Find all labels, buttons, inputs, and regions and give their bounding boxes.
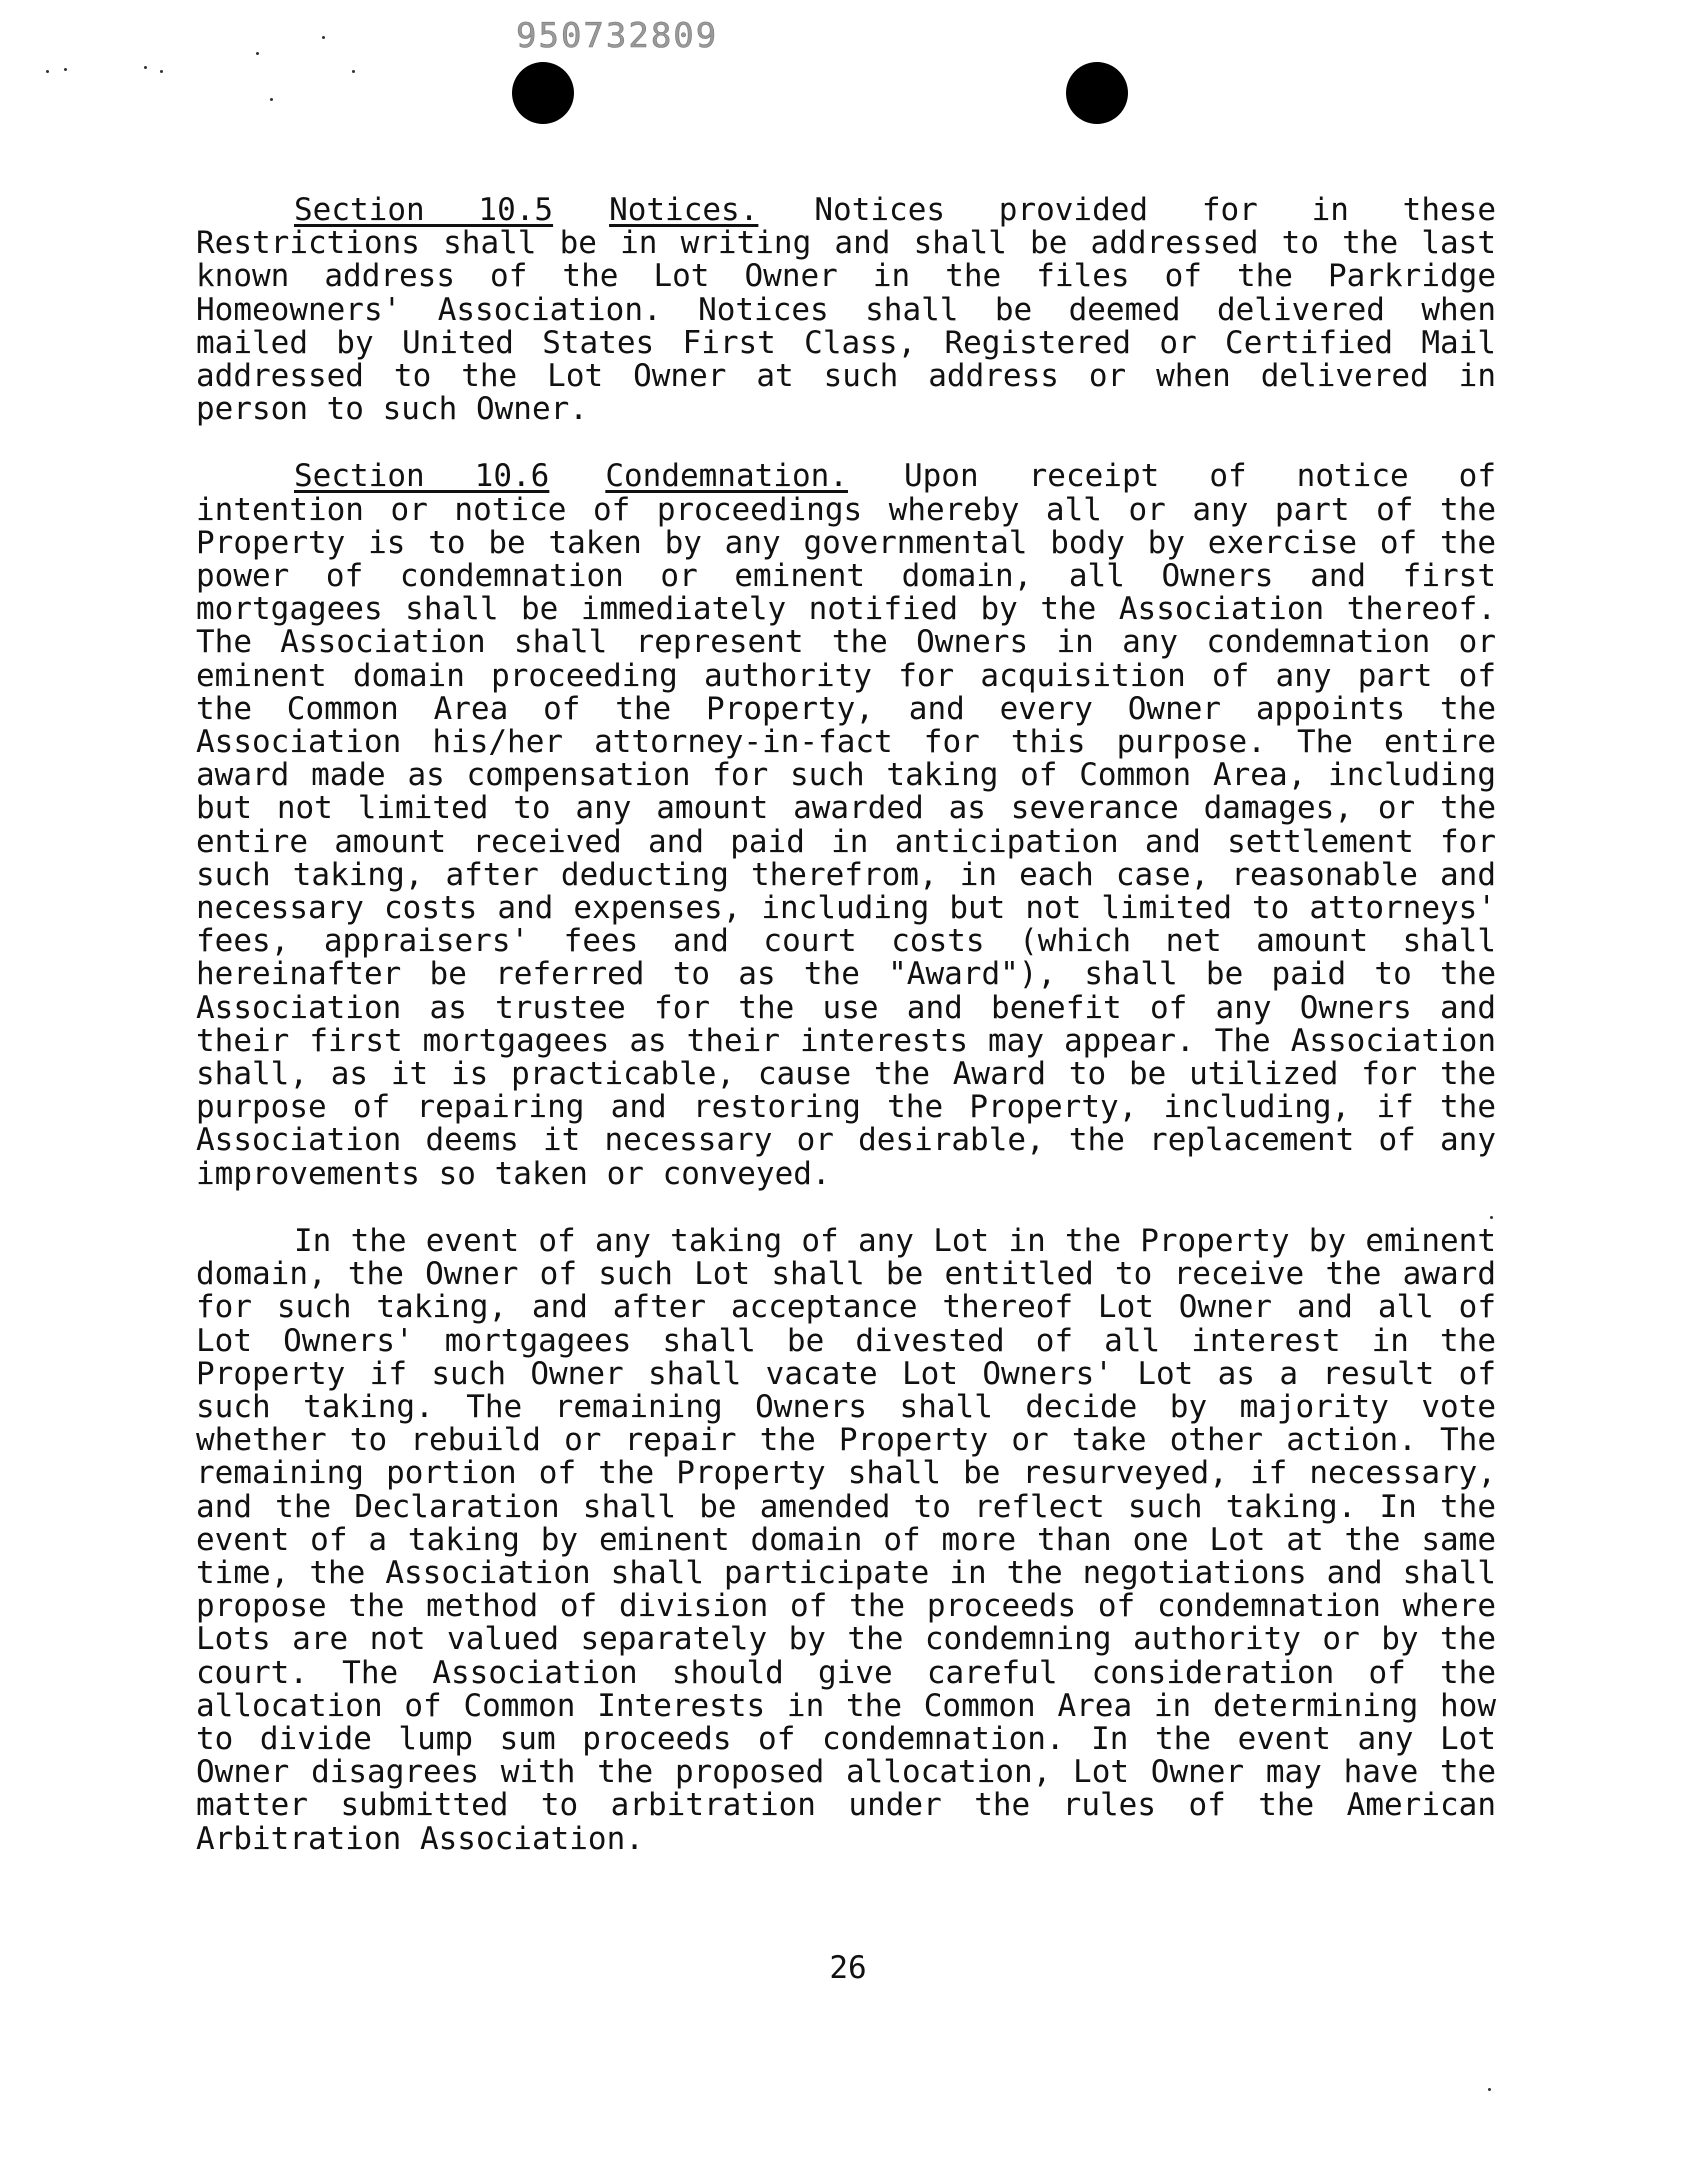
eminent-domain-paragraph: [196, 1222, 1496, 1857]
scan-speck: [64, 68, 67, 71]
document-stamp-number: 950732809: [516, 16, 719, 56]
document-body: [196, 194, 1496, 1890]
scan-speck: [144, 66, 147, 69]
section-title: Condemnation.: [605, 458, 848, 495]
section-10-6-paragraph: [196, 460, 1496, 1190]
page-number: 26: [829, 1950, 867, 1986]
section-number: Section 10.6: [294, 458, 550, 495]
scan-speck: [1488, 2088, 1491, 2091]
scan-speck: [322, 36, 325, 39]
scan-speck: [256, 52, 259, 55]
section-text: Notices provided for in these Restrictions shall be in writing and shall be addressed to the last known address of the Lot Owner in the files of the Parkridge Homeowners' Association. Notices shall be deemed delivered when mailed by United States First Class, Registered or Certified Mail addressed to the Lot Owner at such address or when delivered in person to such Owner.: [196, 192, 1496, 428]
section-10-5-paragraph: [196, 194, 1496, 426]
section-text: Upon receipt of notice of intention or notice of proceedings whereby all or any part of the Property is to be taken by any governmental body by exercise of the power of condemnation or eminent domain, all Owners and first mortgagees shall be immediately notified by the Association thereof. The Association shall represent the Owners in any condemnation or eminent domain proceeding authority for acquisition of any part of the Common Area of the Property, and every Owner appoints the Association his/her attorney-in-fact for this purpose. The entire award made as compensation for such taking of Common Area, including but not limited to any amount awarded as severance damages, or the entire amount received and paid in anticipation and settlement for such taking, after deducting therefrom, in each case, reasonable and necessary costs and expenses, including but not limited to attorneys' fees, appraisers' fees and court costs (which net amount shall hereinafter be referred to as the "Award"), shall be paid to the Association as trustee for the use and benefit of any Owners and their first mortgagees as their interests may appear. The Association shall, as it is practicable, cause the Award to be utilized for the purpose of repairing and restoring the Property, including, if the Association deems it necessary or desirable, the replacement of any improvements so taken or conveyed.: [196, 458, 1496, 1192]
scan-speck: [270, 98, 273, 101]
scan-speck: [352, 70, 355, 73]
paragraph-text: In the event of any taking of any Lot in the Property by eminent domain, the Owner of such Lot shall be entitled to receive the award for such taking, and after acceptance thereof Lot Owner and all of Lot Owners' mortgagees shall be divested of all interest in the Property if such Owner shall vacate Lot Owners' Lot as a result of such taking. The remaining Owners shall decide by majority vote whether to rebuild or repair the Property or take other action. The remaining portion of the Property shall be resurveyed, if necessary, and the Declaration shall be amended to reflect such taking. In the event of a taking by eminent domain of more than one Lot at the same time, the Association shall participate in the negotiations and shall propose the method of division of the proceeds of condemnation where Lots are not valued separately by the condemning authority or by the court. The Association should give careful consideration of the allocation of Common Interests in the Common Area in determining how to divide lump sum proceeds of condemnation. In the event any Lot Owner disagrees with the proposed allocation, Lot Owner may have the matter submitted to arbitration under the rules of the American Arbitration Association.: [196, 1222, 1496, 1857]
scan-speck: [160, 70, 163, 73]
hole-punch-mark: [512, 62, 574, 124]
section-title: Notices.: [609, 192, 759, 228]
scan-speck: [46, 70, 49, 73]
section-number: Section 10.5: [294, 192, 554, 228]
hole-punch-mark: [1066, 62, 1128, 124]
